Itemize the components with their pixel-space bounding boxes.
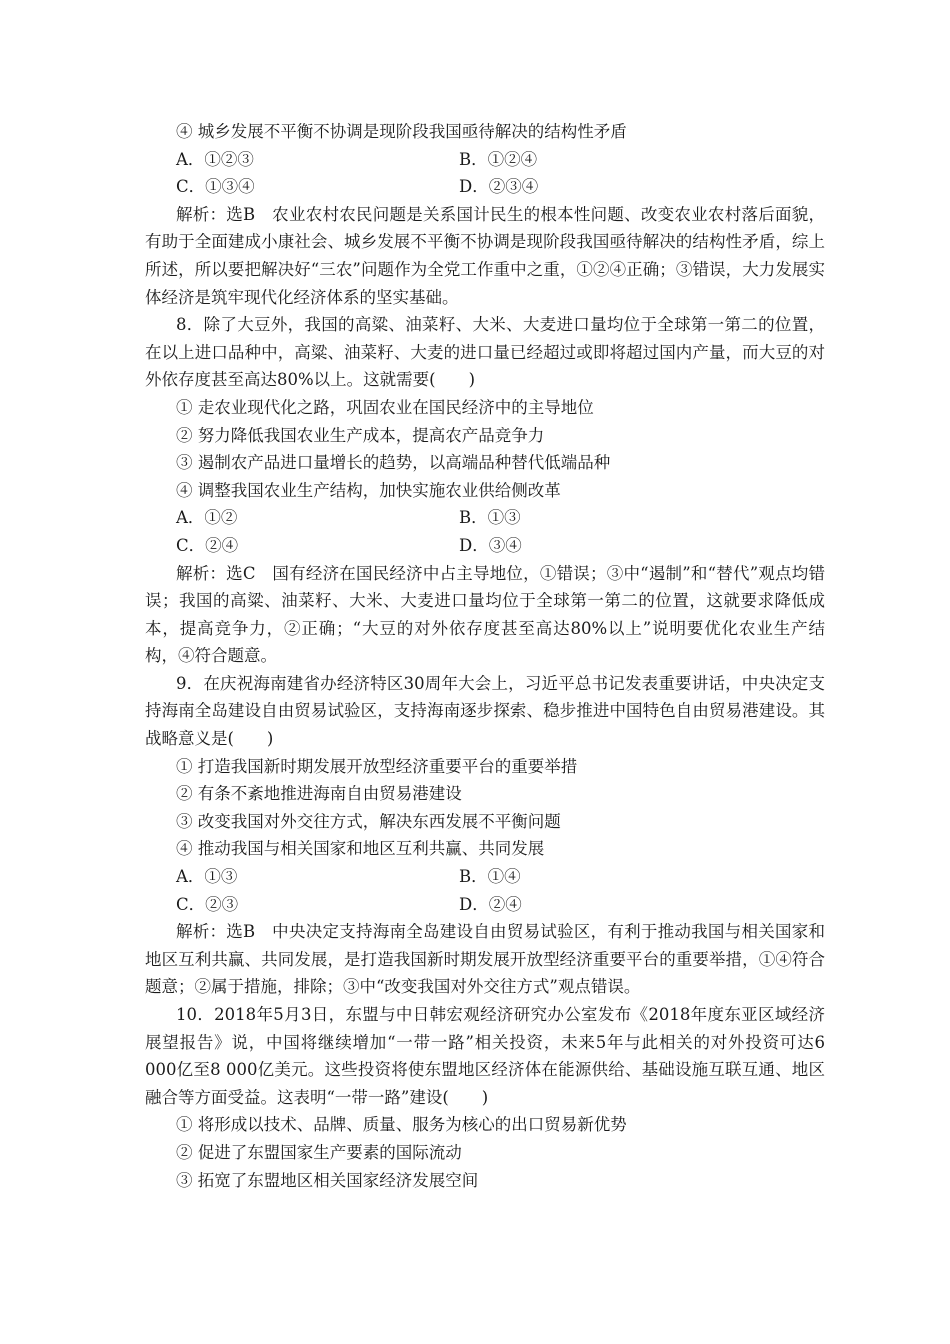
q8-item-4: ④ 调整我国农业生产结构，加快实施农业供给侧改革 (176, 480, 561, 500)
q9-item-1: ① 打造我国新时期发展开放型经济重要平台的重要举措 (176, 756, 578, 776)
q7-option-a: A．①②③ (176, 149, 254, 169)
question-8 (145, 311, 825, 670)
q9-option-a: A．①③ (176, 867, 238, 887)
q10-stem: 10．2018年5月3日，东盟与中日韩宏观经济研究办公室发布《2018年度东亚区域经济展望报告》说，中国将继续增加“一带一路”相关投资，未来5年与此相关的对外投资可达6 000亿至8 000亿美元。这些投资将使东盟地区经济体在能源供给、基础设施互联互通、地区融合等方面受益。这表明“一带一路”建设( ) (145, 1005, 825, 1107)
q9-item-3: ③ 改变我国对外交往方式，解决东西发展不平衡问题 (176, 811, 561, 831)
q9-analysis: 解析：选B 中央决定支持海南全岛建设自由贸易试验区，有利于推动我国与相关国家和地区互利共赢、共同发展，是打造我国新时期发展开放型经济重要平台的重要举措，①④符合题意；②属于措施，排除；③中“改变我国对外交往方式”观点错误。 (145, 922, 825, 997)
q7-option-c: C．①③④ (176, 177, 255, 197)
q9-option-d: D．②④ (459, 894, 522, 914)
question-10 (145, 1001, 825, 1194)
q7-option-b: B．①②④ (459, 149, 538, 169)
q10-item-1: ① 将形成以技术、品牌、质量、服务为核心的出口贸易新优势 (176, 1115, 627, 1135)
document-page (145, 118, 825, 1194)
q8-item-3: ③ 遏制农产品进口量增长的趋势，以高端品种替代低端品种 (176, 453, 611, 473)
q9-options-row-1 (145, 863, 825, 891)
q8-item-1: ① 走农业现代化之路，巩固农业在国民经济中的主导地位 (176, 397, 594, 417)
question-7 (145, 118, 825, 311)
q8-option-b: B．①③ (459, 508, 521, 528)
q8-analysis: 解析：选C 国有经济在国民经济中占主导地位，①错误；③中“遏制”和“替代”观点均错误；我国的高粱、油菜籽、大米、大麦进口量均位于全球第一第二的位置，这就要求降低成本，提高竞争力，②正确；“大豆的对外依存度甚至高达80%以上”说明要优化农业生产结构，④符合题意。 (145, 563, 825, 666)
q8-options-row-2 (145, 532, 825, 560)
q8-option-d: D．③④ (459, 535, 522, 555)
q8-item-2: ② 努力降低我国农业生产成本，提高农产品竞争力 (176, 425, 545, 445)
question-9 (145, 670, 825, 1001)
q8-options-row-1 (145, 504, 825, 532)
q9-options-row-2 (145, 891, 825, 919)
q9-item-2: ② 有条不紊地推进海南自由贸易港建设 (176, 784, 462, 804)
q7-options-row-1 (145, 146, 825, 174)
q9-option-b: B．①④ (459, 867, 521, 887)
q9-stem: 9．在庆祝海南建省办经济特区30周年大会上，习近平总书记发表重要讲话，中央决定支持海南全岛建设自由贸易试验区，支持海南逐步探索、稳步推进中国特色自由贸易港建设。其战略意义是( ) (145, 673, 825, 749)
q10-item-3: ③ 拓宽了东盟地区相关国家经济发展空间 (176, 1170, 479, 1190)
q10-item-2: ② 促进了东盟国家生产要素的国际流动 (176, 1142, 462, 1162)
q8-option-c: C．②④ (176, 535, 239, 555)
q7-option-d: D．②③④ (459, 177, 539, 197)
q7-item-4: ④ 城乡发展不平衡不协调是现阶段我国亟待解决的结构性矛盾 (176, 122, 627, 141)
q7-options-row-2 (145, 173, 825, 201)
q7-analysis: 解析：选B 农业农村农民问题是关系国计民生的根本性问题、改变农业农村落后面貌，有助于全面建成小康社会、城乡发展不平衡不协调是现阶段我国亟待解决的结构性矛盾，综上所述，所以要把解决好“三农”问题作为全党工作重中之重，①②④正确；③错误，大力发展实体经济是筑牢现代化经济体系的坚实基础。 (145, 204, 825, 307)
q9-option-c: C．②③ (176, 894, 239, 914)
q9-item-4: ④ 推动我国与相关国家和地区互利共赢、共同发展 (176, 839, 545, 859)
q8-option-a: A．①② (176, 508, 238, 528)
q8-stem: 8．除了大豆外，我国的高粱、油菜籽、大米、大麦进口量均位于全球第一第二的位置，在以上进口品种中，高粱、油菜籽、大麦的进口量已经超过或即将超过国内产量，而大豆的对外依存度甚至高达80%以上。这就需要( ) (145, 315, 825, 390)
